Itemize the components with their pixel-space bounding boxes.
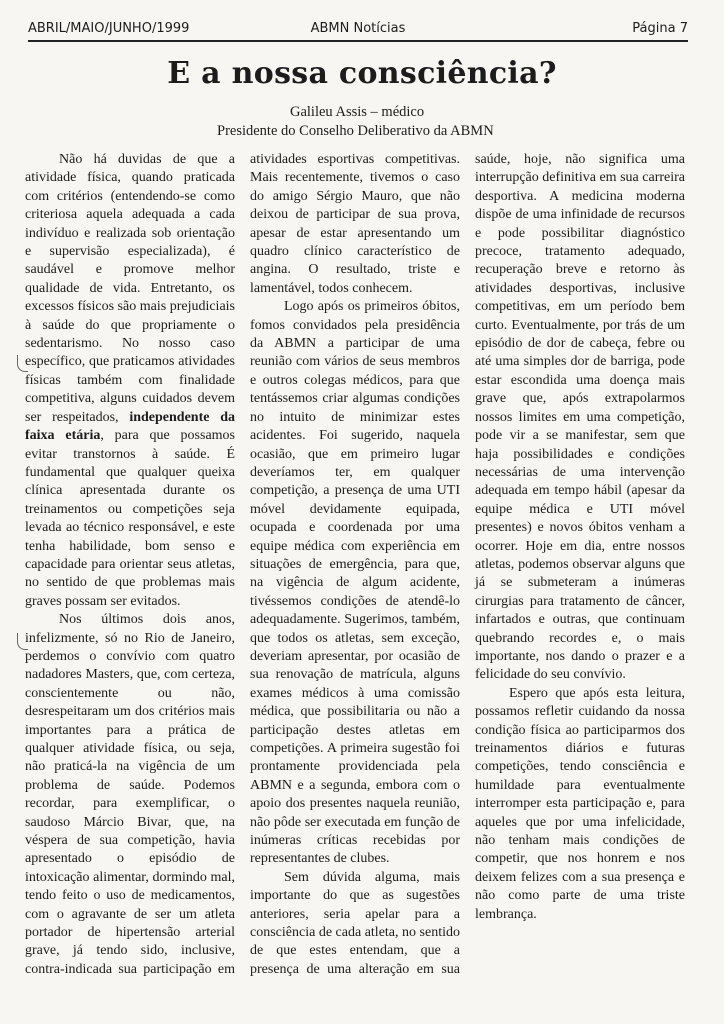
column-1 <box>25 151 235 979</box>
paragraph-2 <box>25 611 235 979</box>
publication-name: ABMN Notícias <box>310 21 406 36</box>
paragraph-3-text: Logo após os primeiros óbitos, fomos convidados pela presidência da ABMN a participar de uma reunião com vários de seus membros e outros colegas médicos, para que tentássemos criar algumas condições no intuito de minimizar estes acidentes. Foi sugerido, naquela ocasião, que em primeiro lugar deveríamos ter, em qualquer competição, a presença de uma UTI móvel devidamente equipada, ocupada e coordenada por uma equipe médica com experiência em situações de emergência, para que, na vigência de algum acidente, tivéssemos condições de atendê-lo adequadamente. Sugerimos, também, que todos os atletas, sem exceção, deveriam apresentar, por ocasião de sua renovação de matrícula, alguns exames médicos à uma comissão médica, que possibilitaria ou não a participação destes atletas em competições. A primeira sugestão foi prontamente providenciada pela ABMN e a segunda, embora com o apoio dos presentes naquela reunião, não pôde ser executada em função de inúmeras críticas recebidas por representantes de clubes. <box>250 299 460 867</box>
paragraph-1-text-a: Não há duvidas de que a atividade física, quando praticada com critérios (entendendo-se como criteriosa aquela adequada a cada indivíduo e realizada sob orientação e supervisão especializada), é saudável e promove melhor qualidade de vida. Entretanto, os excessos físicos são mais prejudiciais à saúde do que propriamente o sedentarismo. No nosso caso específico, que praticamos atividades físicas também com finalidade competitiva, alguns cuidados devem ser respeitados, <box>25 152 235 425</box>
column-3 <box>475 151 685 924</box>
paragraph-1 <box>25 151 235 611</box>
paragraph-5 <box>475 685 685 924</box>
paragraph-4-continued-text: saúde, hoje, não significa uma interrupção definitiva em sua carreira desportiva. A medicina moderna dispõe de uma infinidade de recursos e pode possibilitar diagnóstico precoce, tratamento adequado, recuperação breve e retorno às atividades desportivas, inclusive competitivas, em um período bem curto. Eventualmente, por trás de um episódio de dor de cabeça, febre ou até uma simples dor de barriga, pode estar escondida uma doença mais grave que, após extrapolarmos nossos limites em uma competição, pode vir a se manifestar, sem que haja possibilidades e condições necessárias de uma intervenção adequada em tempo hábil (apesar da equipe médica e UTI móvel presentes) e novos óbitos venham a ocorrer. Hoje em dia, entre nossos atletas, podemos observar alguns que já se submeteram a inúmeras cirurgias para tratamento de câncer, infartados e outras, que continuam quebrando recordes e, o mais importante, nos dando o prazer e a felicidade do seu convívio. <box>475 152 685 683</box>
paragraph-4-continued <box>475 151 685 685</box>
binder-hole-mark <box>17 355 28 372</box>
paragraph-2-continued-text: atividades esportivas competitivas. Mais recentemente, tivemos o caso do amigo Sérgio Mauro, que não deixou de participar de sua prova, apesar de estar apresentando um quadro clínico característico de angina. O resultado, triste e lamentável, todos conhecem. <box>250 152 460 296</box>
paragraph-3 <box>250 298 460 869</box>
paragraph-2-continued <box>250 151 460 298</box>
binder-hole-mark <box>17 633 28 650</box>
page-number: Página 7 <box>632 21 688 36</box>
author-role: Presidente do Conselho Deliberativo da ABMN <box>217 123 494 139</box>
column-2 <box>250 151 460 979</box>
paragraph-2-text: Nos últimos dois anos, infelizmente, só no Rio de Janeiro, perdemos o convívio com quatro nadadores Masters, que, com certeza, conscientemente ou não, desrespeitaram um dos critérios mais importantes para a prática de qualquer atividade física, ou seja, não praticá-la na vigência de um problema de saúde. Podemos recordar, para exemplificar, o saudoso Márcio Bivar, que, na véspera de sua competição, havia apresentado o episódio de intoxicação alimentar, dormindo mal, tendo feito o uso de medicamentos, com o agravante de ser um atleta portador de hipertensão arterial grave, já tendo sido, inclusive, contra-indicada sua participação em <box>25 612 235 977</box>
page-header <box>28 20 688 42</box>
issue-date: ABRIL/MAIO/JUNHO/1999 <box>28 21 190 36</box>
paragraph-1-text-b: , para que possamos evitar transtornos à saúde. É fundamental que qualquer queixa clínica apresentada durante os treinamentos ou competições seja levada ao técnico responsável, e este tenha habilidade, bom senso e capacidade para orientar seus atletas, no sentido de que problemas mais graves possam ser evitados. <box>25 428 235 609</box>
paragraph-1-bold: independente da faixa etária <box>25 409 235 444</box>
paragraph-4 <box>250 869 460 979</box>
article-title: E a nossa consciência? <box>167 56 557 91</box>
author-name: Galileu Assis – médico <box>290 104 425 120</box>
paragraph-5-text: Espero que após esta leitura, possamos refletir cuidando da nossa condição física ao participarmos dos treinamentos diários e futuras competições, tendo consciência e humildade para eventualmente interromper esta participação e, para aqueles que por uma infelicidade, não tenham mais condições de competir, que nos honrem e nos deixem felizes com a sua presença e não como parte de uma triste lembrança. <box>475 685 685 922</box>
paragraph-4-text: Sem dúvida alguma, mais importante do que as sugestões anteriores, seria apelar para a consciência de cada atleta, no sentido de que estes entendam, que a presença de uma alteração em sua <box>250 869 460 977</box>
